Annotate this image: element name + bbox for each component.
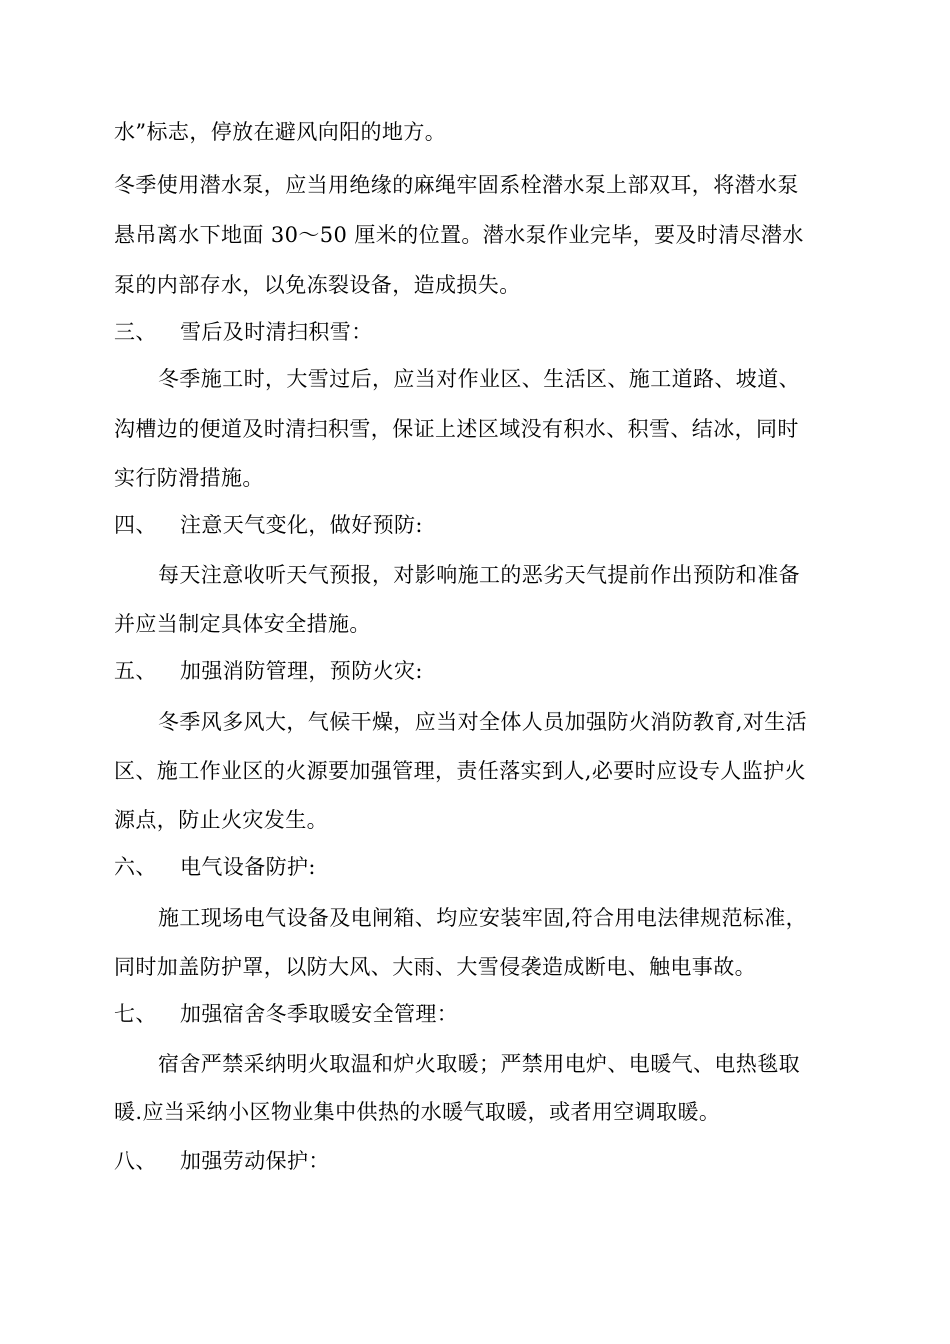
paragraph-line: 实行防滑措施。: [114, 466, 264, 490]
paragraph-line: 源点，防止火灾发生。: [114, 808, 328, 832]
section-title: 加强消防管理，预防火灾:: [180, 659, 423, 683]
paragraph-line: 区、施工作业区的火源要加强管理，责任落实到人,必要时应设专人监护火: [114, 759, 806, 783]
paragraph-line: 悬吊离水下地面 30～50 厘米的位置。潜水泵作业完毕，要及时清尽潜水: [114, 223, 804, 247]
paragraph-line: 施工现场电气设备及电闸箱、均应安装牢固,符合用电法律规范标准，: [158, 906, 808, 930]
section-title: 电气设备防护:: [180, 855, 316, 879]
section-number: 六、: [114, 855, 157, 879]
section-heading-6: [114, 852, 844, 882]
paragraph-line: 暖.应当采纳小区物业集中供热的水暖气取暖，或者用空调取暖。: [114, 1100, 721, 1124]
section-title: 雪后及时清扫积雪：: [180, 320, 373, 344]
section-number: 三、: [114, 320, 157, 344]
section-number: 五、: [114, 659, 157, 683]
section-heading-4: [114, 510, 844, 540]
paragraph-line: 宿舍严禁采纳明火取温和炉火取暖；严禁用电炉、电暖气、电热毯取: [158, 1052, 800, 1076]
section-title: 加强劳动保护：: [180, 1149, 330, 1173]
paragraph-line: 冬季风多风大，气候干燥，应当对全体人员加强防火消防教育,对生活: [158, 710, 808, 734]
paragraph-line: 水”标志，停放在避风向阳的地方。: [114, 120, 447, 144]
section-heading-5: [114, 656, 844, 686]
section-title: 加强宿舍冬季取暖安全管理：: [180, 1002, 459, 1026]
paragraph-line: 沟槽边的便道及时清扫积雪，保证上述区域没有积水、积雪、结冰，同时: [114, 417, 799, 441]
section-number: 四、: [114, 513, 157, 537]
section-number: 八、: [114, 1149, 157, 1173]
paragraph-line: 泵的内部存水，以免冻裂设备，造成损失。: [114, 273, 521, 297]
section-heading-3: [114, 317, 844, 347]
paragraph-line: 同时加盖防护罩，以防大风、大雨、大雪侵袭造成断电、触电事故。: [114, 955, 756, 979]
paragraph-line: 冬季施工时，大雪过后，应当对作业区、生活区、施工道路、坡道、: [158, 367, 800, 391]
paragraph-line: 每天注意收听天气预报，对影响施工的恶劣天气提前作出预防和准备: [158, 563, 800, 587]
section-heading-8: [114, 1146, 844, 1176]
section-number: 七、: [114, 1002, 157, 1026]
paragraph-line: 冬季使用潜水泵，应当用绝缘的麻绳牢固系栓潜水泵上部双耳，将潜水泵: [114, 173, 799, 197]
section-title: 注意天气变化，做好预防:: [180, 513, 423, 537]
section-heading-7: [114, 999, 844, 1029]
paragraph-line: 并应当制定具体安全措施。: [114, 612, 371, 636]
